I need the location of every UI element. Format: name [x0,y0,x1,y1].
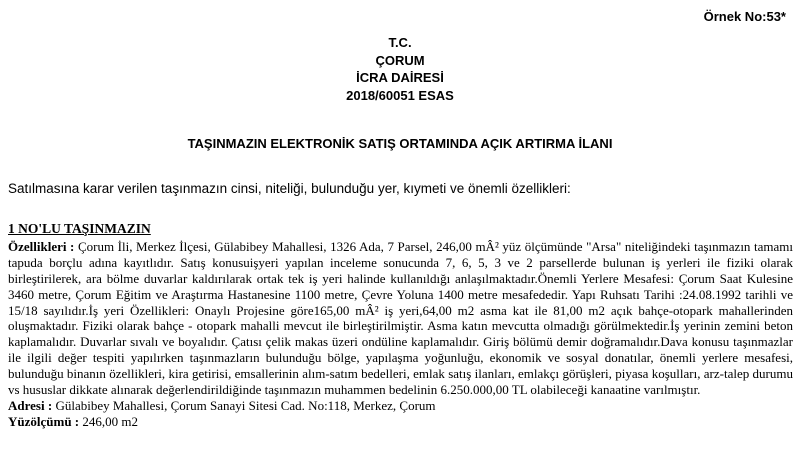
property-title: 1 NO'LU TAŞINMAZIN [8,221,151,236]
form-number: Örnek No:53* [703,9,786,24]
header-line-office: İCRA DAİRESİ [356,70,444,85]
property-address [8,398,793,414]
header-line-city: ÇORUM [375,52,425,68]
property-area [8,414,793,430]
notice-title: TAŞINMAZIN ELEKTRONİK SATIŞ ORTAMINDA AÇIK ARTIRMA İLANI [187,136,613,151]
document-header [0,34,800,104]
header-line-case-number: 2018/60051 ESAS [346,87,454,103]
address-label: Adresi : [8,397,53,413]
intro-text: Satılmasına karar verilen taşınmazın cinsi, niteliği, bulunduğu yer, kıymeti ve önemli özellikleri: [8,181,571,196]
property-section [8,221,793,430]
address-text: Gülabibey Mahallesi, Çorum Sanayi Sitesi Cad. No:118, Merkez, Çorum [52,397,436,413]
area-label: Yüzölçümü : [8,413,80,429]
property-features [8,239,793,398]
header-line-tc: T.C. [388,35,412,50]
features-label: Özellikleri : [8,238,75,254]
features-text: Çorum İli, Merkez İlçesi, Gülabibey Mahallesi, 1326 Ada, 7 Parsel, 246,00 mÂ² yüz ölçümünde "Arsa" niteliğindeki taşınmazın tamamı tapuda borçlu adına kayıtlıdır. Satış konusuişyeri yapılan inceleme sonucunda 7, 6, 5, 3 ve 2 parsellerde bulunan iş yerleri ile fiziki olarak birleştirilerek, ara bölme duvarlar kaldırılarak ortak tek iş yeri halinde kullanıldığı anlaşılmaktadır.Önemli Yerlere Mesafesi: Çorum Saat Kulesine 3460 metre, Çorum Eğitim ve Araştırma Hastanesine 1100 metre, Çevre Yoluna 1400 metre mesafededir. Yapı Ruhsatı Tarihi :24.08.1992 tarihli ve 15/18 sayılıdır.İş yeri Özellikleri: Onaylı Projesine göre165,00 mÂ² iş yeri,64,00 m2 asma kat ile 81,00 m2 açık bahçe-otopark mahallerinden oluşmaktadır. Fiziki olarak bahçe - otopark mahalli mevcut ile birleştirilmiştir. Asma katın mevcutta olmadığı görülmektedir.İş yerinin zemini beton kaplamalıdır. Duvarlar sıvalı ve boyalıdır. Çatısı çelik makas üzeri ondüline kaplamalıdır. Giriş bölümü demir doğramalıdır.Dava konusu taşınmazlar ile ilgili değer tespiti yapılırken taşınmazların bulunduğu bölge, yapılaşma yoğunluğu, ekonomik ve sosyal donatılar, önemli yerlere mesafesi, bulunduğu binanın özellikleri, kira getirisi, emsallerinin alım-satım bedelleri, emlak satış ilanları, emlakçı görüşleri, piyasa koşulları, arz-talep durumu vs hususlar dikkate alınarak değerlendirildiğinde taşınmazın muhammen bedelinin 6.250.000,00 TL olabileceği kanaatine varılmıştır. [8,238,793,398]
area-text: 246,00 m2 [79,413,139,429]
